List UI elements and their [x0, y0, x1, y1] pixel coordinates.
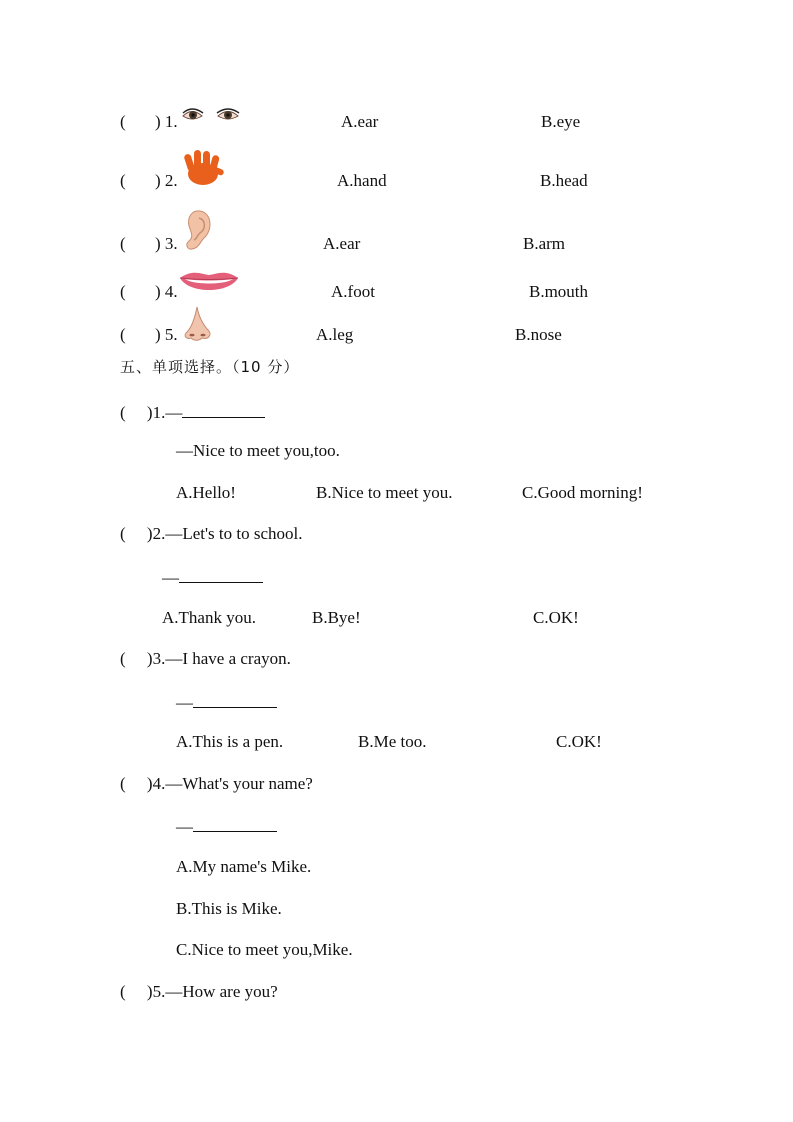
question-number: ) 5.	[155, 325, 178, 344]
question-number: ) 2.	[155, 171, 178, 190]
answer-blank[interactable]	[179, 566, 263, 583]
answer-bracket[interactable]: (	[120, 325, 126, 344]
answer-bracket[interactable]: (	[120, 171, 126, 190]
mouth-icon	[177, 268, 241, 298]
option-b: B.arm	[523, 234, 566, 253]
option-a: A.This is a pen.	[176, 732, 284, 751]
question-stem: ( )1.—	[120, 403, 183, 422]
option-b: B.Bye!	[312, 608, 361, 627]
option-a: A.ear	[341, 112, 379, 131]
option-b: B.This is Mike.	[176, 899, 282, 918]
option-b: B.head	[540, 171, 588, 190]
option-c: C.OK!	[533, 608, 579, 627]
option-b: B.mouth	[529, 282, 589, 301]
question-stem: ( )2.—Let's to to school.	[120, 524, 303, 543]
option-b: B.nose	[515, 325, 562, 344]
eyes-icon	[180, 104, 242, 126]
question-number: ) 1.	[155, 112, 178, 131]
question-number: ) 3.	[155, 234, 178, 253]
option-c: C.Nice to meet you,Mike.	[176, 940, 353, 959]
answer-blank[interactable]	[193, 691, 277, 708]
reply-line	[162, 566, 263, 588]
option-b: B.Me too.	[358, 732, 427, 751]
reply-dash: —	[162, 568, 179, 587]
question-number: ) 4.	[155, 282, 178, 301]
question-stem: ( )4.—What's your name?	[120, 774, 313, 793]
answer-bracket[interactable]: (	[120, 112, 126, 131]
option-c: C.OK!	[556, 732, 602, 751]
option-a: A.foot	[331, 282, 375, 301]
option-b: B.eye	[541, 112, 581, 131]
option-a: A.ear	[323, 234, 361, 253]
section-heading: 五、单项选择。（10 分）	[120, 358, 300, 376]
option-a: A.My name's Mike.	[176, 857, 312, 876]
reply-dash: —	[176, 693, 193, 712]
question-1	[120, 401, 265, 423]
nose-icon	[182, 305, 216, 343]
dialog-reply: —Nice to meet you,too.	[176, 441, 340, 460]
answer-bracket[interactable]: (	[120, 282, 126, 301]
question-stem: ( )5.—How are you?	[120, 982, 278, 1001]
ear-icon	[180, 208, 214, 252]
option-a: A.leg	[316, 325, 354, 344]
answer-blank[interactable]	[182, 401, 265, 418]
option-a: A.Thank you.	[162, 608, 256, 627]
option-c: C.Good morning!	[522, 483, 643, 502]
question-stem: ( )3.—I have a crayon.	[120, 649, 291, 668]
answer-bracket[interactable]: (	[120, 234, 126, 253]
reply-line	[176, 815, 277, 837]
option-a: A.hand	[337, 171, 387, 190]
reply-dash: —	[176, 817, 193, 836]
option-a: A.Hello!	[176, 483, 236, 502]
option-b: B.Nice to meet you.	[316, 483, 453, 502]
hand-icon	[178, 148, 226, 188]
answer-blank[interactable]	[193, 815, 277, 832]
reply-line	[176, 691, 277, 713]
